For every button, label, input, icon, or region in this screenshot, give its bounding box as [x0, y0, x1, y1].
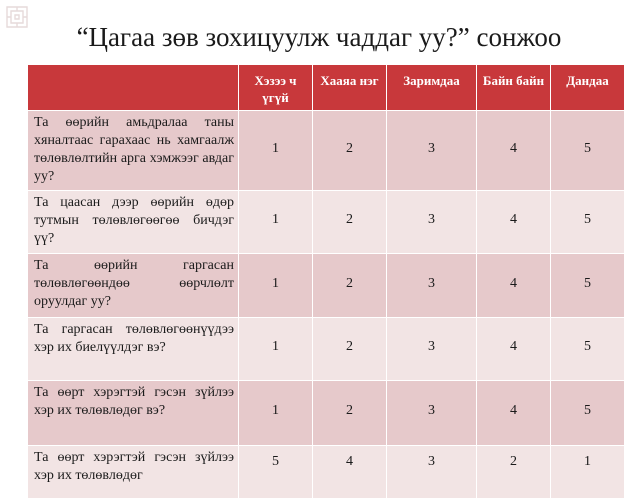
score-cell: 2 [313, 111, 387, 191]
question-cell: Та гаргасан төлөвлөгөөнүүдээ хэр их биелүүлдэг вэ? [28, 318, 239, 381]
table-row [28, 381, 625, 446]
question-cell: Та өөрийн гаргасан төлөвлөгөөндөө өөрчлөлт оруулдаг уу? [28, 254, 239, 318]
question-cell: Та өөрт хэрэгтэй гэсэн зүйлээ хэр их төлөвлөдөг [28, 446, 239, 499]
score-cell: 1 [551, 446, 625, 499]
survey-table [27, 64, 625, 499]
score-cell: 5 [551, 254, 625, 318]
score-cell: 1 [239, 111, 313, 191]
table-header-row [28, 65, 625, 111]
question-cell: Та цаасан дээр өөрийн өдөр тутмын төлөвлөгөөгөө бичдэг үү? [28, 191, 239, 254]
score-cell: 3 [387, 254, 477, 318]
score-cell: 5 [551, 191, 625, 254]
table-row [28, 111, 625, 191]
score-cell: 2 [313, 318, 387, 381]
score-cell: 3 [387, 191, 477, 254]
score-cell: 4 [477, 191, 551, 254]
score-cell: 3 [387, 381, 477, 446]
table-row [28, 191, 625, 254]
header-cell-never: Хэзээ ч үгүй [239, 65, 313, 111]
score-cell: 1 [239, 191, 313, 254]
header-cell-rarely: Хааяа нэг [313, 65, 387, 111]
score-cell: 5 [551, 381, 625, 446]
score-cell: 1 [239, 318, 313, 381]
score-cell: 2 [313, 254, 387, 318]
question-cell: Та өөрийн амьдралаа таны хяналтаас гарахаас нь хамгаалж төлөвлөлтийн арга хэмжээг авдаг уу? [28, 111, 239, 191]
score-cell: 5 [239, 446, 313, 499]
score-cell: 4 [477, 111, 551, 191]
score-cell: 2 [477, 446, 551, 499]
score-cell: 1 [239, 254, 313, 318]
table-row [28, 318, 625, 381]
score-cell: 5 [551, 318, 625, 381]
score-cell: 3 [387, 111, 477, 191]
score-cell: 2 [313, 381, 387, 446]
score-cell: 4 [477, 381, 551, 446]
score-cell: 3 [387, 318, 477, 381]
header-cell-question [28, 65, 239, 111]
table-row [28, 254, 625, 318]
score-cell: 2 [313, 191, 387, 254]
score-cell: 1 [239, 381, 313, 446]
header-cell-often: Байн байн [477, 65, 551, 111]
header-cell-always: Дандаа [551, 65, 625, 111]
score-cell: 4 [477, 254, 551, 318]
score-cell: 3 [387, 446, 477, 499]
score-cell: 4 [313, 446, 387, 499]
slide-title: “Цагаа зөв зохицуулж чаддаг уу?” сонжоо [76, 22, 562, 52]
table-row [28, 446, 625, 499]
question-cell: Та өөрт хэрэгтэй гэсэн зүйлээ хэр их төлөвлөдөг вэ? [28, 381, 239, 446]
header-cell-sometimes: Заримдаа [387, 65, 477, 111]
score-cell: 4 [477, 318, 551, 381]
score-cell: 5 [551, 111, 625, 191]
